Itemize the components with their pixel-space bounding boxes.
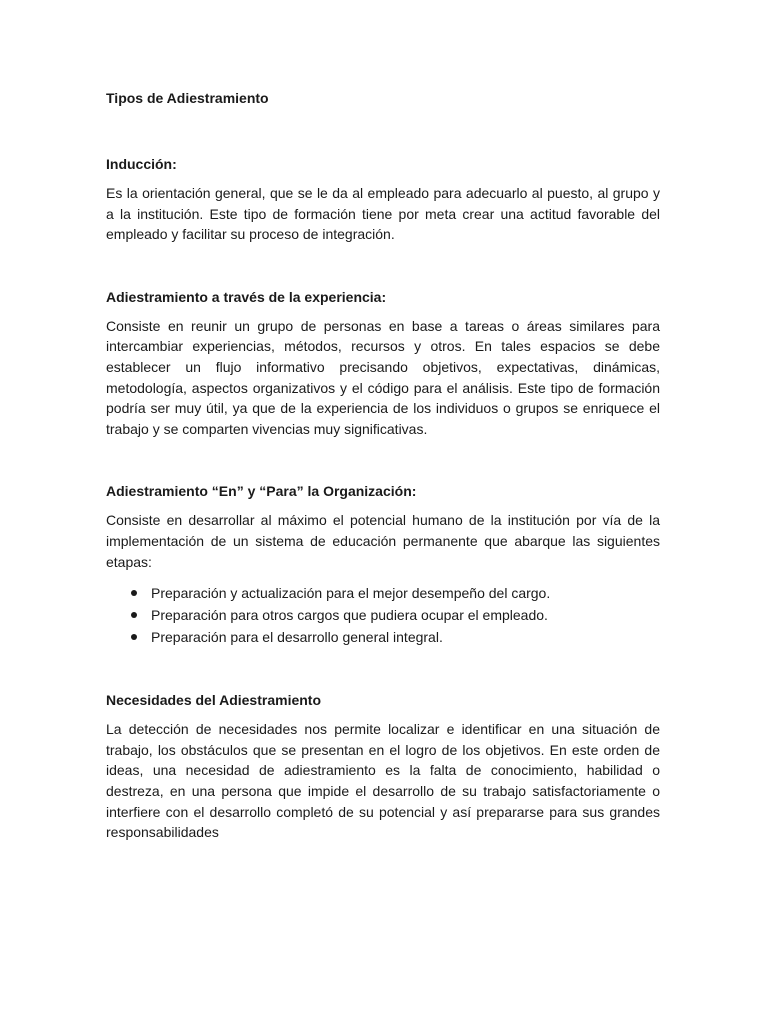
section-heading: Adiestramiento a través de la experiencia:	[106, 288, 387, 305]
bullet-icon	[131, 612, 137, 618]
section-spacer	[106, 648, 660, 690]
list-item-text: Preparación para otros cargos que pudiera ocupar el empleado.	[151, 607, 548, 624]
section-paragraph: Consiste en reunir un grupo de personas en base a tareas o áreas similares para intercambiar experiencias, métodos, recursos y otros. En tales espacios se debe establecer un flujo informativo precisando objetivos, expectativas, dinámicas, metodología, aspectos organizativos y el código para el análisis. Este tipo de formación podría ser muy útil, ya que de la experiencia de los individuos o grupos se enriquece el trabajo y se comparten vivencias muy significativas.	[106, 317, 660, 437]
section-spacer	[106, 439, 660, 481]
section-spacer	[106, 245, 660, 287]
section-paragraph: Es la orientación general, que se le da al empleado para adecuarlo al puesto, al grupo y a la institución. Este tipo de formación tiene por meta crear una actitud favorable del empleado y facilitar su proceso de integración.	[106, 185, 660, 243]
section-organizacion	[106, 481, 660, 648]
bullet-icon	[131, 590, 137, 596]
section-induccion	[106, 154, 660, 245]
list-item	[106, 582, 660, 604]
list-item	[106, 626, 660, 648]
document-page	[106, 88, 660, 843]
section-necesidades	[106, 690, 660, 843]
section-heading: Necesidades del Adiestramiento	[106, 692, 322, 709]
section-experiencia	[106, 287, 660, 440]
document-title: Tipos de Adiestramiento	[106, 90, 269, 106]
list-item-text: Preparación para el desarrollo general integral.	[151, 629, 443, 646]
list-item	[106, 604, 660, 626]
section-paragraph: La detección de necesidades nos permite localizar e identificar en una situación de trabajo, los obstáculos que se presentan en el logro de los objetivos. En este orden de ideas, una necesidad de adiestramiento es la falta de conocimiento, habilidad o destreza, en una persona que impide el desarrollo de su trabajo satisfactoriamente o interfiere con el desarrollo completó de su potencial y así prepararse para sus grandes responsabilidades	[106, 721, 660, 841]
bullet-icon	[131, 634, 137, 640]
section-paragraph: Consiste en desarrollar al máximo el potencial humano de la institución por vía de la implementación de un sistema de educación permanente que abarque las siguientes etapas:	[106, 512, 660, 570]
bullet-list	[106, 582, 660, 648]
section-heading: Adiestramiento “En” y “Para” la Organización:	[106, 483, 417, 500]
list-item-text: Preparación y actualización para el mejor desempeño del cargo.	[151, 585, 551, 602]
section-heading: Inducción:	[106, 156, 177, 172]
